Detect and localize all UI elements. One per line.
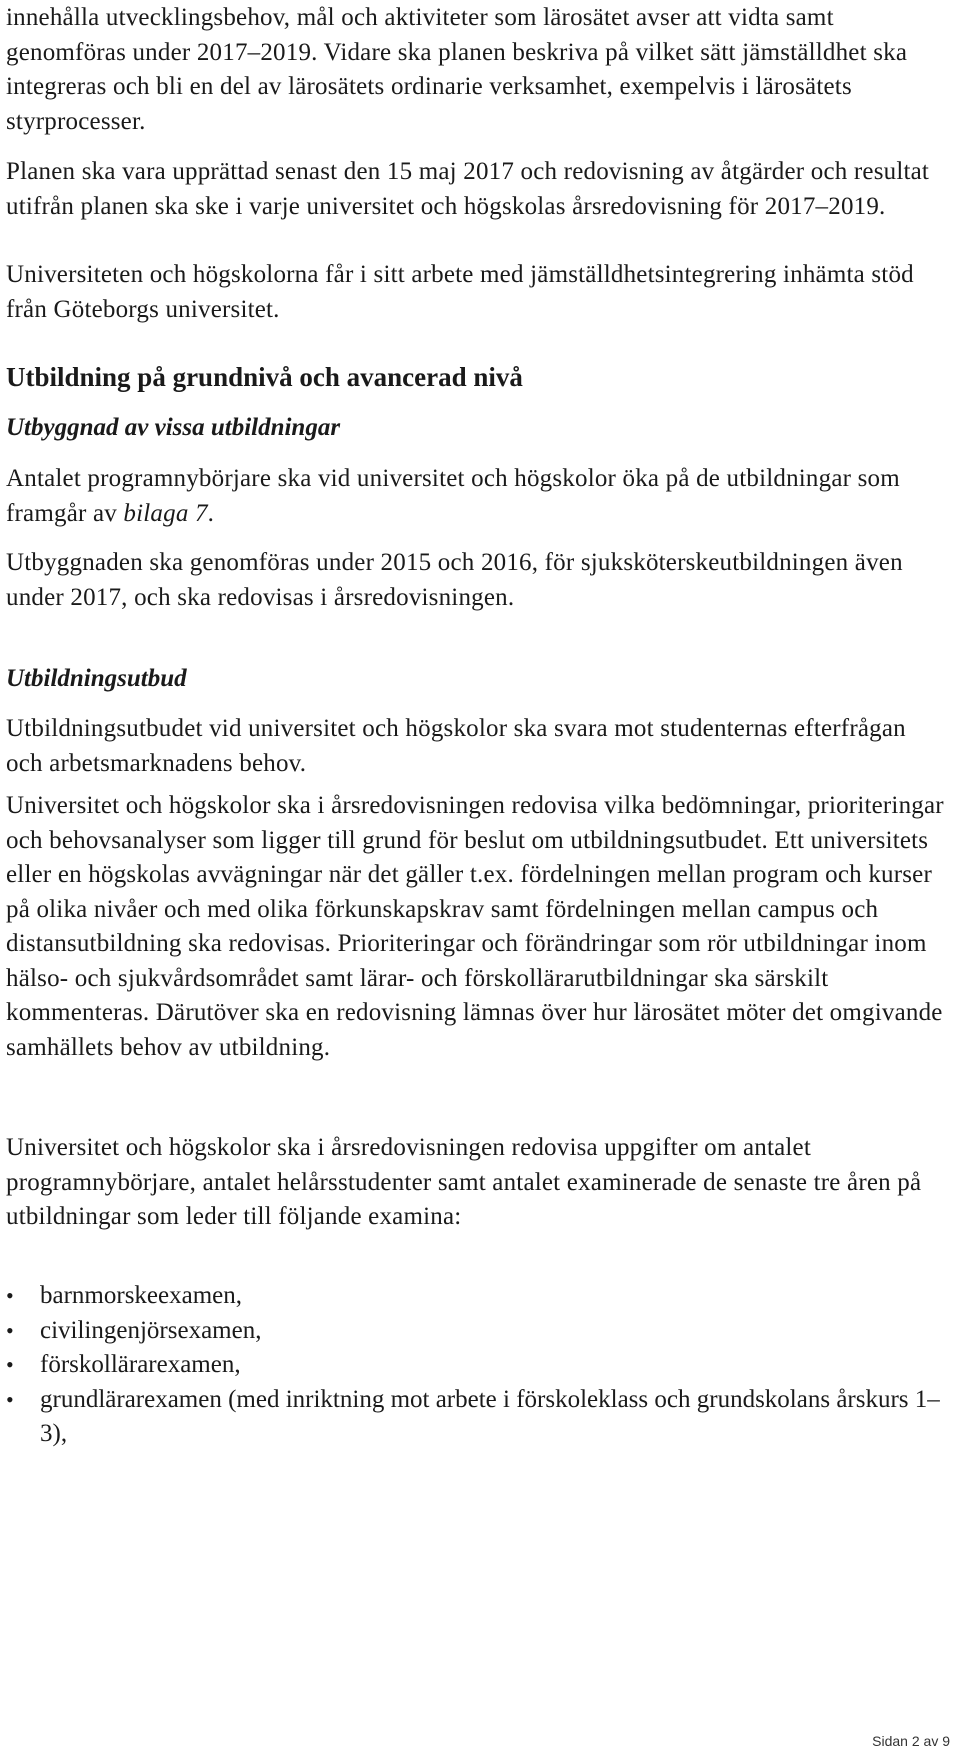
- bullet-icon: •: [6, 1386, 14, 1412]
- paragraph-utbyggnaden: Utbyggnaden ska genomföras under 2015 och 2016, för sjuksköterskeutbildningen även under 2017, och ska redovisas i årsredovisningen.: [6, 549, 903, 611]
- subheading-utbildningsutbud: Utbildningsutbud: [6, 665, 187, 692]
- paragraph-stod: Universiteten och högskolorna får i sitt arbete med jämställdhetsintegrering inhämta stöd från Göteborgs universitet.: [6, 261, 914, 323]
- list-item: • grundlärarexamen (med inriktning mot arbete i förskoleklass och grundskolans årskurs 1–3),: [6, 1383, 946, 1452]
- antalet-period: .: [207, 499, 215, 527]
- antalet-text: Antalet programnybörjare ska vid universitet och högskolor öka på de utbildningar som framgår av: [6, 465, 900, 527]
- section-heading: Utbildning på grundnivå och avancerad nivå: [6, 362, 523, 392]
- bullet-icon: •: [6, 1352, 14, 1377]
- bullet-icon: •: [6, 1317, 14, 1343]
- paragraph-antalet: [6, 462, 946, 531]
- page-number: Sidan 2 av 9: [872, 1733, 950, 1749]
- paragraph-uppgifter: Universitet och högskolor ska i årsredovisningen redovisa uppgifter om antalet programnybörjare, antalet helårsstudenter samt antalet examinerade de senaste tre åren på utbildningar som leder till följande examina:: [6, 1134, 922, 1230]
- examina-list: [6, 1279, 946, 1452]
- paragraph-utbud: Utbildningsutbudet vid universitet och högskolor ska svara mot studenternas efterfrågan och arbetsmarknadens behov.: [6, 715, 906, 777]
- subheading-utbyggnad: Utbyggnad av vissa utbildningar: [6, 414, 341, 441]
- paragraph-redovisa: Universitet och högskolor ska i årsredovisningen redovisa vilka bedömningar, prioriteringar och behovsanalyser som ligger till grund för beslut om utbildningsutbudet. Ett universitets eller en högskolas avvägningar när det gäller t.ex. fördelningen mellan program och kurser på olika nivåer och med olika förkunskapskrav samt fördelningen mellan campus och distansutbildning ska redovisas. Prioriteringar och förändringar som rör utbildningar inom hälso- och sjukvårdsområdet samt lärar- och förskollärarutbildningar ska särskilt kommenteras. Därutöver ska en redovisning lämnas över hur lärosätet möter det omgivande samhällets behov av utbildning.: [6, 792, 944, 1061]
- bullet-icon: •: [6, 1283, 14, 1308]
- list-item: • förskollärarexamen,: [6, 1348, 946, 1383]
- paragraph-intro: innehålla utvecklingsbehov, mål och aktiviteter som lärosätet avser att vidta samt genomföras under 2017–2019. Vidare ska planen beskriva på vilket sätt jämställdhet ska integreras och bli en del av lärosätets ordinarie verksamhet, exempelvis i lärosätets styrprocesser.: [6, 4, 908, 135]
- paragraph-planen: Planen ska vara upprättad senast den 15 maj 2017 och redovisning av åtgärder och resultat utifrån planen ska ske i varje universitet och högskolas årsredovisning för 2017–2019.: [6, 158, 930, 220]
- list-item: • barnmorskeexamen,: [6, 1279, 946, 1314]
- list-item: • civilingenjörsexamen,: [6, 1314, 946, 1349]
- bilaga-reference: bilaga 7: [123, 499, 208, 527]
